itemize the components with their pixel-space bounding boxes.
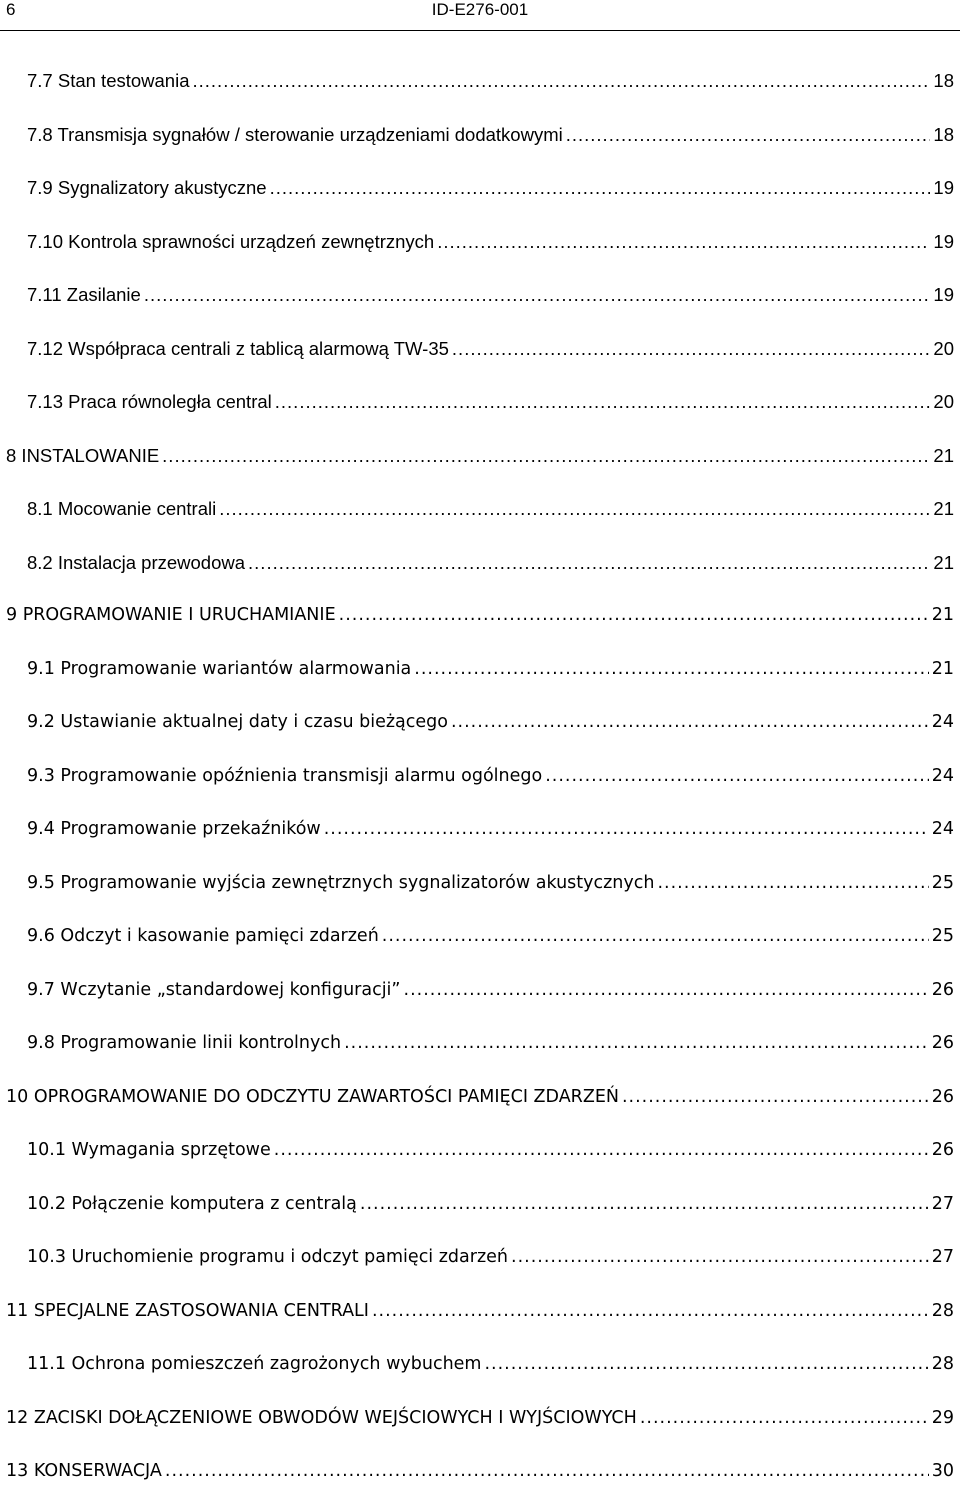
toc-entry-page-number: 24 bbox=[931, 712, 954, 732]
toc-entry-title: 10 OPROGRAMOWANIE DO ODCZYTU ZAWARTOŚCI PAMIĘCI ZDARZEŃ bbox=[6, 1087, 619, 1107]
toc-entry-title: 9.2 Ustawianie aktualnej daty i czasu bieżącego bbox=[27, 712, 448, 732]
dot-leader bbox=[404, 980, 929, 1000]
toc-entry[interactable] bbox=[0, 659, 960, 683]
toc-entry[interactable] bbox=[0, 1247, 960, 1271]
toc-entry[interactable] bbox=[0, 124, 960, 148]
dot-leader bbox=[484, 1354, 928, 1374]
dot-leader bbox=[622, 1087, 929, 1107]
toc-entry-title: 9.1 Programowanie wariantów alarmowania bbox=[27, 659, 412, 679]
dot-leader bbox=[324, 819, 929, 839]
toc-entry[interactable] bbox=[0, 177, 960, 201]
toc-entry-page-number: 25 bbox=[931, 926, 954, 946]
toc-entry-page-number: 21 bbox=[933, 498, 954, 519]
dot-leader bbox=[275, 391, 931, 413]
toc-entry[interactable] bbox=[0, 712, 960, 736]
toc-entry[interactable] bbox=[0, 1140, 960, 1164]
toc-entry-page-number: 21 bbox=[933, 552, 954, 573]
dot-leader bbox=[640, 1408, 929, 1428]
toc-entry-title: 10.3 Uruchomienie programu i odczyt pamięci zdarzeń bbox=[27, 1247, 508, 1267]
toc-entry-title: 8.2 Instalacja przewodowa bbox=[27, 552, 246, 573]
toc-entry-page-number: 26 bbox=[931, 1033, 954, 1053]
toc-entry[interactable] bbox=[0, 1033, 960, 1057]
toc-entry-title: 9 PROGRAMOWANIE I URUCHAMIANIE bbox=[6, 605, 336, 625]
toc-entry[interactable] bbox=[0, 1087, 960, 1111]
toc-entry-page-number: 26 bbox=[931, 1087, 954, 1107]
toc-entry-title: 9.3 Programowanie opóźnienia transmisji alarmu ogólnego bbox=[27, 766, 543, 786]
dot-leader bbox=[344, 1033, 929, 1053]
toc-entry-page-number: 24 bbox=[931, 766, 954, 786]
dot-leader bbox=[511, 1247, 929, 1267]
toc-entry-page-number: 24 bbox=[931, 819, 954, 839]
toc-entry-page-number: 26 bbox=[931, 1140, 954, 1160]
toc-entry[interactable] bbox=[0, 1194, 960, 1218]
toc-entry[interactable] bbox=[0, 231, 960, 255]
toc-entry-page-number: 19 bbox=[933, 284, 954, 305]
dot-leader bbox=[414, 659, 928, 679]
toc-entry[interactable] bbox=[0, 926, 960, 950]
toc-entry-page-number: 26 bbox=[931, 980, 954, 1000]
toc-entry[interactable] bbox=[0, 498, 960, 522]
toc-entry-title: 12 ZACISKI DOŁĄCZENIOWE OBWODÓW WEJŚCIOWYCH I WYJŚCIOWYCH bbox=[6, 1408, 637, 1428]
toc-entry[interactable] bbox=[0, 338, 960, 362]
toc-entry-title: 11.1 Ochrona pomieszczeń zagrożonych wybuchem bbox=[27, 1354, 482, 1374]
toc-entry-page-number: 20 bbox=[933, 338, 954, 359]
toc-entry[interactable] bbox=[0, 605, 960, 629]
toc-entry[interactable] bbox=[0, 445, 960, 469]
document-id: ID-E276-001 bbox=[431, 0, 529, 19]
toc-entry-title: 9.6 Odczyt i kasowanie pamięci zdarzeń bbox=[27, 926, 379, 946]
toc-entry-page-number: 28 bbox=[931, 1354, 954, 1374]
toc-entry-title: 7.13 Praca równoległa central bbox=[27, 391, 272, 412]
toc-entry[interactable] bbox=[0, 766, 960, 790]
dot-leader bbox=[451, 712, 929, 732]
toc-entry-title: 8 INSTALOWANIE bbox=[6, 445, 160, 466]
dot-leader bbox=[452, 338, 931, 360]
dot-leader bbox=[144, 284, 931, 306]
toc-entry-page-number: 18 bbox=[933, 124, 954, 145]
dot-leader bbox=[274, 1140, 929, 1160]
toc-entry-page-number: 19 bbox=[933, 231, 954, 252]
toc-entry[interactable] bbox=[0, 1461, 960, 1485]
dot-leader bbox=[657, 873, 928, 893]
dot-leader bbox=[162, 445, 930, 467]
toc-entry-page-number: 20 bbox=[933, 391, 954, 412]
toc-entry-title: 7.9 Sygnalizatory akustyczne bbox=[27, 177, 267, 198]
toc-entry-title: 7.8 Transmisja sygnałów / sterowanie urządzeniami dodatkowymi bbox=[27, 124, 563, 145]
toc-entry-title: 8.1 Mocowanie centrali bbox=[27, 498, 217, 519]
toc-entry-page-number: 27 bbox=[931, 1247, 954, 1267]
dot-leader bbox=[248, 552, 930, 574]
toc-entry-title: 7.7 Stan testowania bbox=[27, 70, 190, 91]
toc-entry-title: 10.1 Wymagania sprzętowe bbox=[27, 1140, 271, 1160]
toc-entry[interactable] bbox=[0, 1408, 960, 1432]
toc-entry[interactable] bbox=[0, 284, 960, 308]
toc-entry-page-number: 21 bbox=[933, 445, 954, 466]
toc-entry[interactable] bbox=[0, 1354, 960, 1378]
toc-entry-page-number: 28 bbox=[931, 1301, 954, 1321]
toc-entry-title: 11 SPECJALNE ZASTOSOWANIA CENTRALI bbox=[6, 1301, 369, 1321]
toc-entry-page-number: 25 bbox=[931, 873, 954, 893]
toc-entry-title: 13 KONSERWACJA bbox=[6, 1461, 162, 1481]
toc-entry-page-number: 27 bbox=[931, 1194, 954, 1214]
page-number: 6 bbox=[6, 0, 16, 19]
toc-entry-page-number: 21 bbox=[931, 659, 954, 679]
dot-leader bbox=[382, 926, 929, 946]
toc-entry-title: 9.8 Programowanie linii kontrolnych bbox=[27, 1033, 342, 1053]
toc-entry-title: 9.4 Programowanie przekaźników bbox=[27, 819, 321, 839]
dot-leader bbox=[339, 605, 929, 625]
toc-entry-page-number: 19 bbox=[933, 177, 954, 198]
dot-leader bbox=[360, 1194, 929, 1214]
toc-entry-page-number: 21 bbox=[931, 605, 954, 625]
dot-leader bbox=[372, 1301, 929, 1321]
toc-entry-title: 9.7 Wczytanie „standardowej konfiguracji” bbox=[27, 980, 401, 1000]
toc-entry[interactable] bbox=[0, 980, 960, 1004]
toc-entry[interactable] bbox=[0, 552, 960, 576]
dot-leader bbox=[437, 231, 930, 253]
toc-entry-title: 7.12 Współpraca centrali z tablicą alarmową TW-35 bbox=[27, 338, 449, 359]
dot-leader bbox=[270, 177, 931, 199]
toc-entry-title: 7.10 Kontrola sprawności urządzeń zewnętrznych bbox=[27, 231, 435, 252]
toc-entry[interactable] bbox=[0, 873, 960, 897]
toc-entry[interactable] bbox=[0, 391, 960, 415]
toc-entry-title: 9.5 Programowanie wyjścia zewnętrznych sygnalizatorów akustycznych bbox=[27, 873, 655, 893]
toc-entry[interactable] bbox=[0, 819, 960, 843]
dot-leader bbox=[545, 766, 929, 786]
toc-entry[interactable] bbox=[0, 1301, 960, 1325]
dot-leader bbox=[219, 498, 930, 520]
toc-entry-title: 10.2 Połączenie komputera z centralą bbox=[27, 1194, 357, 1214]
dot-leader bbox=[165, 1461, 929, 1481]
toc-entry[interactable] bbox=[0, 70, 960, 94]
dot-leader bbox=[193, 70, 931, 92]
toc-entry-page-number: 30 bbox=[931, 1461, 954, 1481]
toc-entry-page-number: 29 bbox=[931, 1408, 954, 1428]
toc-entry-title: 7.11 Zasilanie bbox=[27, 284, 141, 305]
toc-entry-page-number: 18 bbox=[933, 70, 954, 91]
dot-leader bbox=[566, 124, 931, 146]
